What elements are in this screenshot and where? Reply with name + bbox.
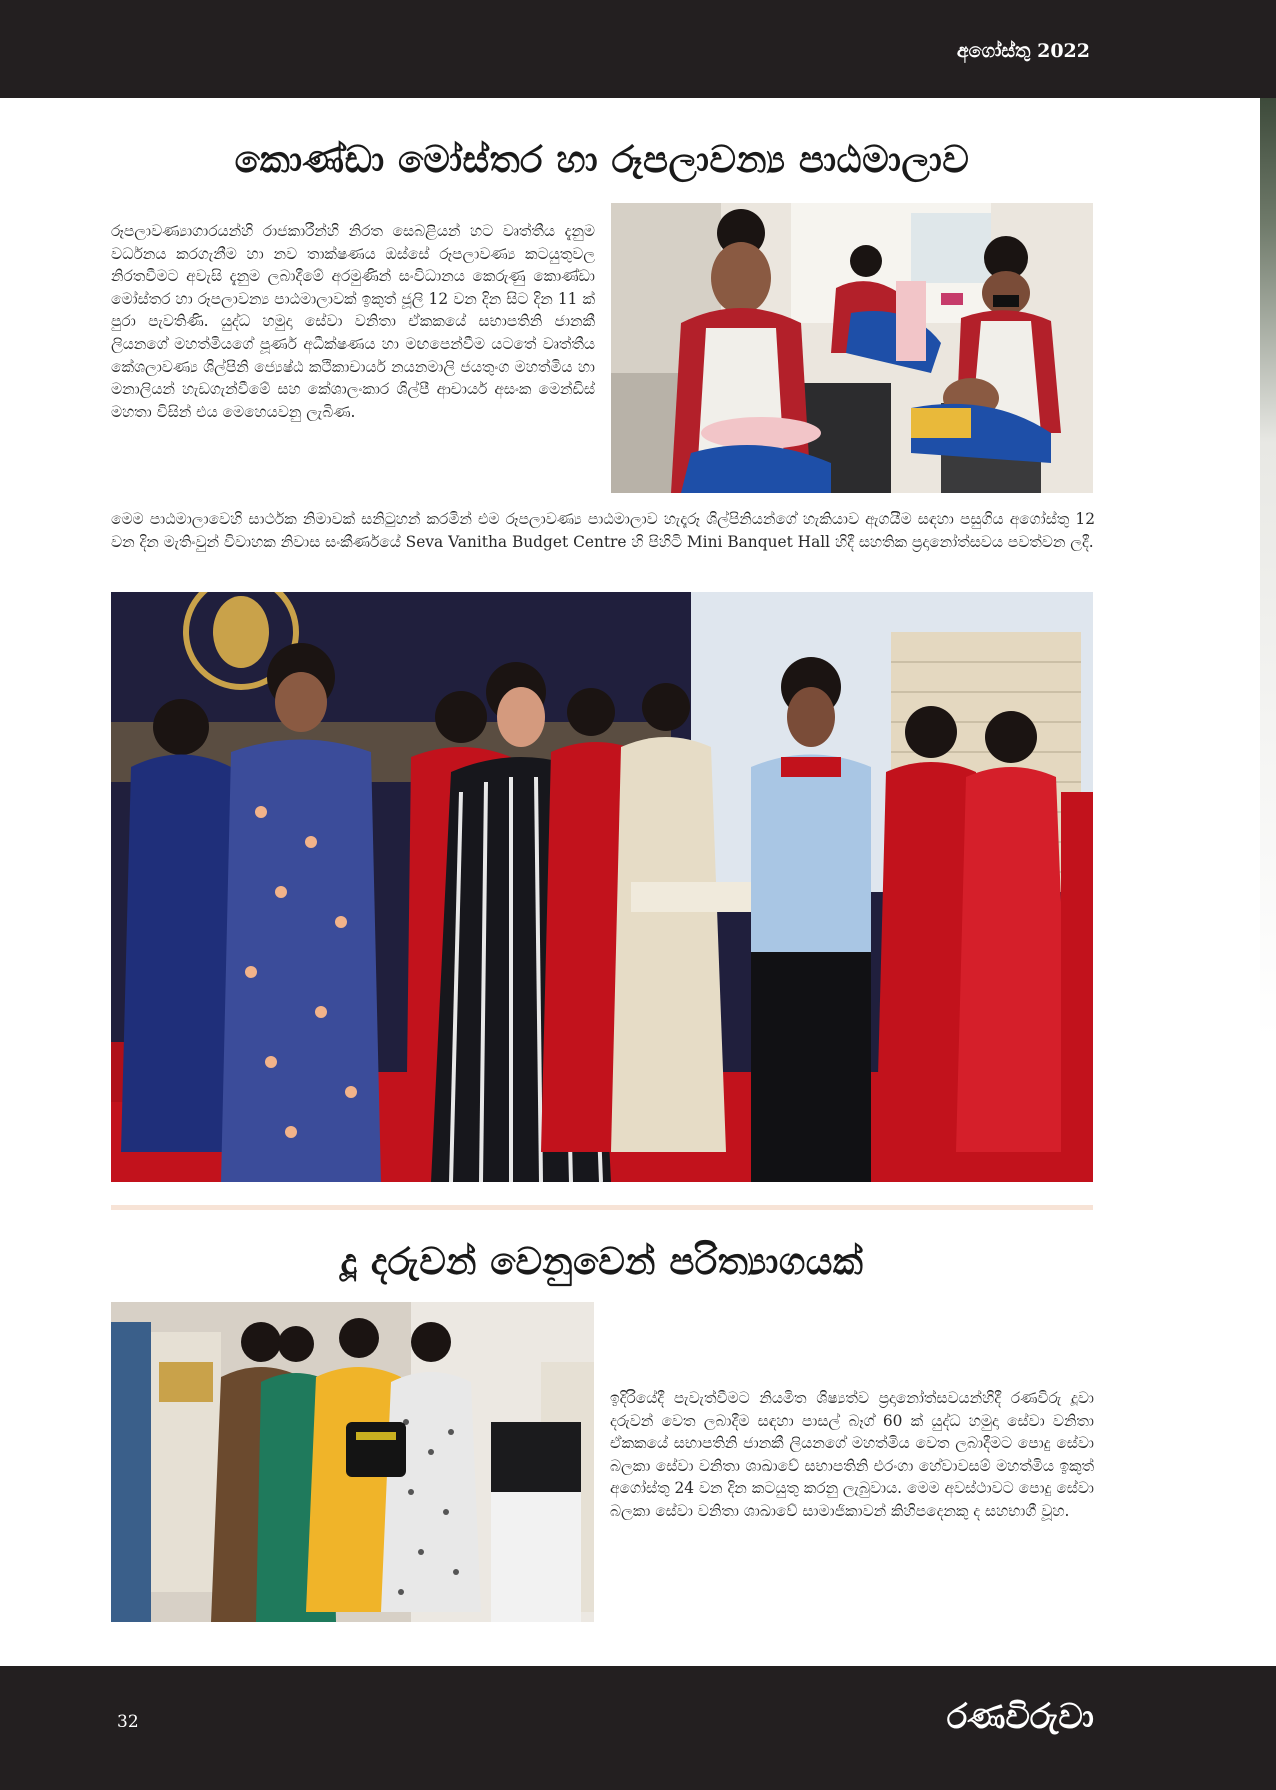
certificate-ceremony-photo (111, 592, 1093, 1182)
article-2-headline: දූ දරුවන් වෙනුවෙන් පරිත්‍යාගයක් (340, 1240, 864, 1283)
magazine-name: රණවිරුවා (946, 1697, 1094, 1737)
article-1-paragraph-1: රූපලාවණ්‍යාගාරයන්හි රාජකාරීන්හි නිරත සෙබළියන් හට වෘත්තීය දැනුම වර්ධනය කරගැනීම හා නව තාක්ෂණය ඔස්සේ රූපලාවණ්‍ය කටයුතුවල නිරතවීමට අවැසි දැනුම ලබාදීමේ අරමුණින් සංවිධානය කෙරුණු කොණ්ඩා මෝස්තර හා රූපලාවන්‍ය පාඨමාලාවක් ඉකුත් ජූලි 12 වන දින සිට දින 11 ක් පුරා පැවතිණි. යුද්ධ හමුදා සේවා වනිතා ඒකකයේ සභාපතිනි ජානකී ලියනගේ මහත්මියගේ පූර්ණ අධීක්ෂණය හා මඟපෙන්වීම යටතේ වෘත්තීය කේශලාවණ්‍ය ශිල්පිනි ජ්‍යෙෂ්ඨ කථිකාචාර්ය නයනමාලි ජයතුංග මහත්මිය හා මනාලියන් හැඩගැන්වීමේ සහ කේශාලංකාර ශිල්පී ආචාර්ය අසංක මෙන්ඩිස් මහතා විසින් එය මෙහෙයවනු ලැබිණ. (111, 222, 595, 421)
page-number: 32 (117, 1712, 139, 1732)
article-1-paragraph-2: මෙම පාඨමාලාවෙහි සාර්ථක නිමාවක් සනිටුහන් කරමින් එම රූපලාවණ්‍ය පාඨමාලාව හැදෑරූ ශිල්පිනියන්ගේ හැකියාව ඇගයීම සඳහා පසුගිය අගෝස්තු 12 වන දින මැතිංවුන් විවාහක නිවාස සංකීර්ණයේ Seva Vanitha Budget Centre හි පිහිටි Mini Banquet Hall හිදී සහතික ප්‍රදානෝත්සවය පවත්වන ලදී. (111, 510, 1095, 551)
article-2-paragraph: ඉදිරියේදී පැවැත්වීමට නියමිත ශිෂ්‍යත්ව ප්‍රදානෝත්සවයන්හිදී රණවිරු දූවා දරුවන් වෙත ලබාදීම සඳහා පාසල් බෑග් 60 ක් යුද්ධ හමුදා සේවා වනිතා ඒකකයේ සභාපතිනි ජානකී ලියනගේ මහත්මිය වෙත ලබාදීමට පොදු සේවා බලකා සේවා වනිතා ශාඛාවේ සභාපතිනි එරංගා හේවාවසම් මහත්මිය ඉකුත් අගෝස්තු 24 වන දින කටයුතු කරනු ලැබුවාය. මෙම අවස්ථාවට පොදු සේවා බලකා සේවා වනිතා ශාඛාවේ සාමාජිකාවන් කිහිපදෙනකු ද සහභාගී වූහ. (610, 1389, 1094, 1520)
adjacent-page-edge (1260, 98, 1276, 1666)
issue-date: අගෝස්තු 2022 (956, 40, 1090, 62)
school-bag-donation-photo (111, 1302, 594, 1622)
section-divider (111, 1205, 1093, 1210)
article-1-headline: කොණ්ඩා මෝස්තර හා රූපලාවන්‍ය පාඨමාලාව (234, 138, 970, 181)
beauty-course-photo (611, 203, 1093, 493)
